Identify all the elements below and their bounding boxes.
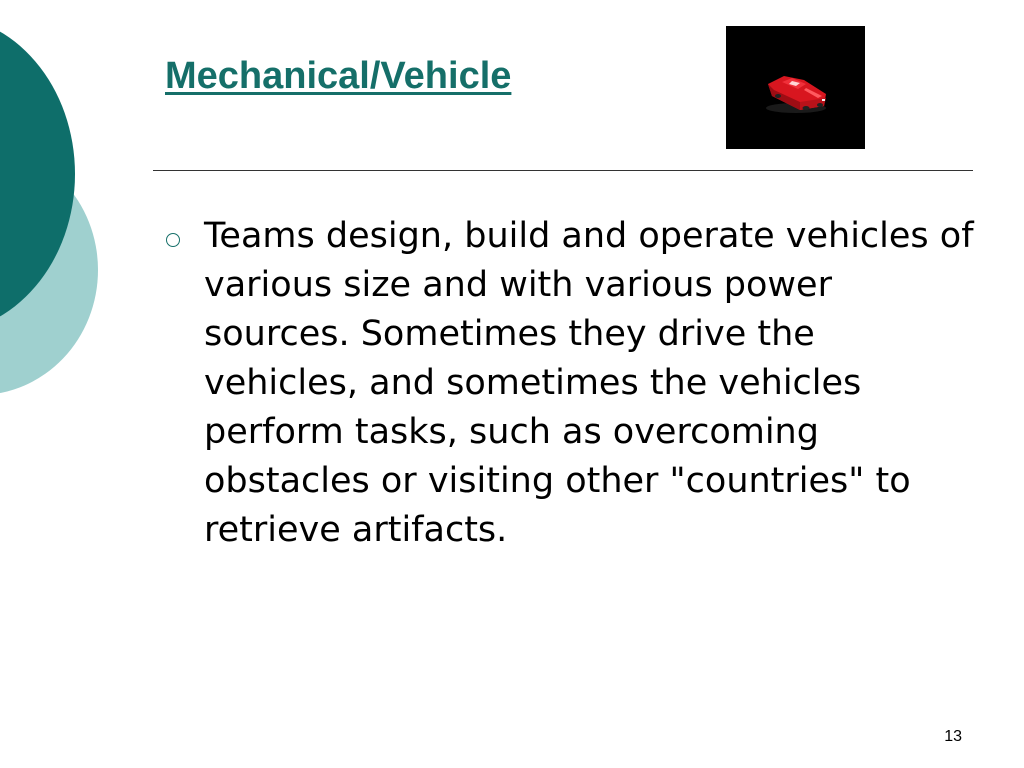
car-picture — [726, 26, 865, 149]
red-car-icon — [726, 26, 865, 149]
slide-title: Mechanical/Vehicle — [165, 55, 512, 97]
bullet-list — [162, 212, 982, 555]
page-number: 13 — [944, 728, 962, 745]
circle-bullet-icon — [166, 233, 180, 247]
bullet-text: Teams design, build and operate vehicles of various size and with various power sources. Sometimes they drive the vehicles, and sometimes the vehicles perform tasks, such as overcoming obstacles or visiting other "countries" to retrieve artifacts. — [204, 216, 974, 550]
title-divider — [153, 170, 973, 171]
list-item — [162, 212, 982, 555]
